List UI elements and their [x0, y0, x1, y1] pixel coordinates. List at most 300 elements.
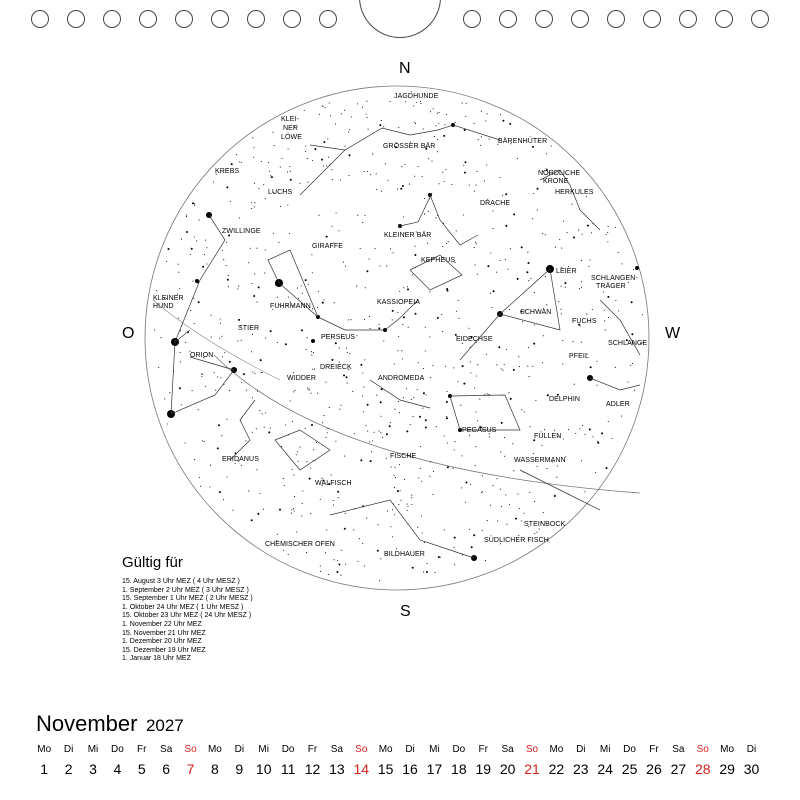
star	[194, 203, 195, 204]
star	[323, 141, 325, 143]
constellation-label: LUCHS	[268, 189, 293, 196]
star	[484, 181, 485, 182]
weekday-label: Mi	[599, 744, 611, 755]
star	[446, 243, 447, 244]
star	[248, 490, 249, 491]
star	[306, 552, 307, 553]
bright-star	[195, 279, 199, 283]
star	[402, 324, 403, 325]
star	[329, 407, 330, 408]
star	[339, 409, 340, 410]
star	[257, 391, 258, 392]
star	[284, 485, 285, 486]
star	[496, 364, 497, 365]
star	[418, 477, 419, 478]
star	[555, 495, 556, 496]
star	[352, 391, 353, 392]
star	[351, 319, 352, 320]
star	[557, 465, 558, 466]
star	[366, 113, 367, 114]
star	[478, 139, 479, 140]
star	[534, 533, 535, 534]
star	[502, 120, 504, 122]
star	[371, 451, 372, 452]
star	[487, 520, 488, 521]
calendar-day	[130, 744, 154, 777]
star	[422, 532, 423, 533]
star	[607, 232, 608, 233]
calendar-grid	[32, 744, 780, 777]
star	[398, 401, 399, 402]
star	[473, 534, 475, 536]
star	[413, 397, 414, 398]
star	[377, 524, 378, 525]
constellation-label: ZWILLINGE	[222, 228, 261, 235]
star	[168, 248, 170, 250]
constellation-label: EIDECHSE	[456, 336, 493, 343]
star	[534, 324, 535, 325]
star	[519, 366, 520, 367]
star	[326, 529, 327, 530]
star	[394, 514, 395, 515]
star	[289, 166, 290, 167]
star	[354, 433, 355, 434]
star	[241, 465, 242, 466]
weekday-label: Mi	[87, 744, 99, 755]
star	[407, 504, 408, 505]
star	[277, 342, 278, 343]
day-number: 16	[402, 761, 418, 777]
star	[309, 478, 311, 480]
star	[394, 475, 395, 476]
star	[561, 286, 562, 287]
star	[345, 266, 346, 267]
star	[446, 416, 447, 417]
star	[393, 252, 394, 253]
star	[486, 164, 487, 165]
star	[470, 484, 471, 485]
star	[290, 400, 291, 401]
star	[229, 390, 230, 391]
star	[368, 129, 369, 130]
ecliptic-line	[214, 355, 640, 493]
star	[597, 441, 598, 442]
star	[271, 176, 273, 178]
star	[438, 556, 440, 558]
star	[291, 509, 292, 510]
star	[365, 287, 366, 288]
star	[380, 432, 381, 433]
star	[389, 425, 391, 427]
weekday-label: Fr	[307, 744, 318, 755]
star	[413, 105, 414, 106]
star	[615, 227, 616, 228]
star	[300, 447, 301, 448]
star	[592, 436, 593, 437]
star	[544, 429, 545, 430]
star	[336, 212, 337, 213]
star	[407, 510, 408, 511]
star	[482, 530, 483, 531]
star	[259, 410, 260, 411]
day-number: 25	[621, 761, 638, 777]
weekday-label: So	[355, 744, 368, 755]
star	[582, 425, 583, 426]
star	[378, 324, 379, 325]
star	[430, 461, 431, 462]
stars	[154, 91, 643, 581]
star	[427, 563, 428, 564]
star	[253, 147, 254, 148]
star	[313, 352, 314, 353]
star	[621, 416, 622, 417]
weekday-label: Sa	[330, 744, 343, 755]
star	[288, 148, 289, 149]
day-number: 14	[353, 761, 370, 777]
star	[432, 365, 433, 366]
star	[424, 542, 425, 543]
star	[254, 273, 255, 274]
star	[454, 547, 455, 548]
star	[486, 354, 487, 355]
star	[268, 431, 270, 433]
star	[336, 571, 338, 573]
star	[320, 571, 321, 572]
star	[308, 389, 309, 390]
star	[348, 132, 349, 133]
star	[567, 232, 568, 233]
star	[534, 292, 535, 293]
star	[181, 239, 182, 240]
star	[161, 337, 162, 338]
star	[596, 361, 597, 362]
star	[470, 361, 471, 362]
calendar-day	[666, 744, 690, 777]
star	[493, 228, 494, 229]
star	[296, 454, 297, 455]
star	[535, 400, 536, 401]
calendar-day	[32, 744, 56, 777]
constellation-label: NÖRDLICHE	[538, 170, 581, 177]
constellation-label: NER	[283, 125, 299, 132]
star	[568, 429, 569, 430]
constellation-label: PFEIL	[569, 353, 589, 360]
star	[435, 217, 436, 218]
constellation-label: ANDROMEDA	[378, 375, 425, 382]
star	[215, 390, 216, 391]
star	[454, 449, 455, 450]
star	[364, 319, 365, 320]
star	[527, 252, 528, 253]
star	[442, 246, 443, 247]
star	[243, 373, 245, 375]
star	[429, 476, 430, 477]
star	[443, 135, 445, 137]
star	[429, 291, 430, 292]
star	[438, 183, 439, 184]
star	[340, 179, 341, 180]
star	[517, 158, 518, 159]
star	[492, 211, 493, 212]
star	[537, 466, 538, 467]
star	[397, 189, 398, 190]
year: 2027	[145, 716, 184, 735]
star	[476, 243, 477, 244]
star	[571, 204, 572, 205]
calendar-day	[593, 744, 617, 777]
star	[528, 347, 529, 348]
star	[500, 489, 501, 490]
star	[379, 580, 380, 581]
star	[367, 431, 368, 432]
star	[178, 272, 179, 273]
star	[423, 571, 424, 572]
star	[508, 392, 509, 393]
star	[475, 185, 476, 186]
constellation-line	[520, 470, 600, 510]
star	[608, 226, 609, 227]
star	[356, 286, 357, 287]
star	[383, 126, 384, 127]
star	[437, 139, 438, 140]
star	[442, 331, 443, 332]
constellation-label: SÜDLICHER FISCH	[484, 537, 549, 544]
star	[491, 307, 492, 308]
star	[414, 246, 415, 247]
star	[463, 383, 465, 385]
star	[378, 327, 380, 329]
calendar-day	[56, 744, 80, 777]
star	[349, 353, 350, 354]
star	[481, 111, 482, 112]
constellation-label: KLEINER BÄR	[384, 232, 432, 239]
star	[399, 464, 400, 465]
star	[190, 310, 191, 311]
star	[532, 218, 533, 219]
star	[331, 474, 332, 475]
star	[237, 340, 238, 341]
star	[512, 443, 513, 444]
star	[447, 442, 448, 443]
star	[326, 236, 328, 238]
star	[416, 102, 417, 103]
star	[327, 138, 328, 139]
star	[527, 366, 528, 367]
star	[158, 367, 159, 368]
star	[343, 374, 345, 376]
constellation-label: SCHLANGE	[608, 340, 648, 347]
star	[278, 242, 279, 243]
star	[532, 366, 533, 367]
calendar-day	[154, 744, 178, 777]
star	[440, 557, 441, 558]
star	[402, 358, 403, 359]
star	[228, 275, 229, 276]
calendar-day	[569, 744, 593, 777]
star	[398, 504, 399, 505]
star	[528, 262, 530, 264]
star	[302, 293, 303, 294]
star	[446, 401, 448, 403]
star	[477, 171, 478, 172]
weekday-label: Mo	[207, 744, 222, 755]
calendar-day	[252, 744, 276, 777]
constellation-label: KREBS	[215, 168, 240, 175]
star	[347, 383, 348, 384]
star	[251, 283, 252, 284]
star	[370, 460, 372, 462]
star	[434, 136, 435, 137]
star	[204, 254, 205, 255]
star	[257, 302, 258, 303]
constellation-label: KLEI-	[281, 116, 300, 123]
star	[513, 470, 514, 471]
star	[205, 240, 206, 241]
constellation-label: WIDDER	[287, 375, 316, 382]
star	[353, 529, 354, 530]
star	[466, 482, 468, 484]
star	[466, 103, 467, 104]
star	[561, 313, 562, 314]
star	[345, 564, 346, 565]
star	[437, 317, 439, 319]
star	[309, 390, 310, 391]
star	[164, 398, 165, 399]
star	[273, 233, 274, 234]
star	[586, 196, 587, 197]
star	[496, 272, 497, 273]
star	[154, 329, 155, 330]
weekday-label: Mi	[258, 744, 269, 755]
star	[362, 543, 363, 544]
star	[394, 363, 395, 364]
weekday-label: Fr	[649, 744, 659, 755]
weekday-label: Do	[281, 744, 295, 755]
star	[477, 420, 478, 421]
star	[218, 424, 220, 426]
star	[394, 487, 395, 488]
star	[401, 500, 402, 501]
star	[454, 537, 456, 539]
bright-star	[635, 266, 639, 270]
star	[573, 341, 574, 342]
star	[372, 440, 373, 441]
star	[559, 239, 560, 240]
star	[339, 347, 340, 348]
star	[562, 364, 563, 365]
star	[254, 202, 255, 203]
star	[325, 437, 326, 438]
star	[470, 372, 471, 373]
day-number: 12	[304, 761, 321, 777]
star	[219, 491, 221, 493]
star	[581, 342, 582, 343]
star	[615, 367, 616, 368]
star	[427, 243, 428, 244]
star	[167, 423, 168, 424]
star	[238, 319, 240, 321]
weekday-label: Sa	[160, 744, 173, 755]
star	[573, 236, 575, 238]
star	[308, 284, 309, 285]
star	[469, 185, 470, 186]
constellation-line	[400, 193, 432, 226]
star	[328, 157, 329, 158]
star	[378, 431, 379, 432]
star	[401, 350, 402, 351]
weekday-label: Di	[746, 744, 757, 755]
east-label: O	[122, 325, 135, 342]
star	[365, 425, 366, 426]
weekday-label: Fr	[478, 744, 488, 755]
star	[192, 202, 194, 204]
weekday-label: Di	[234, 744, 245, 755]
star	[504, 437, 505, 438]
star	[251, 519, 253, 521]
star	[444, 124, 445, 125]
star	[391, 466, 392, 467]
star	[379, 124, 381, 126]
star	[604, 310, 605, 311]
star	[223, 499, 224, 500]
star	[536, 532, 537, 533]
star	[390, 248, 391, 249]
star	[493, 290, 495, 292]
star	[423, 392, 425, 394]
star	[463, 214, 464, 215]
star	[444, 181, 445, 182]
star	[302, 503, 303, 504]
star	[367, 171, 368, 172]
calendar-day	[495, 744, 519, 777]
star	[426, 571, 428, 573]
star	[248, 262, 249, 263]
star	[310, 513, 311, 514]
star	[424, 198, 425, 199]
star	[436, 125, 437, 126]
star	[344, 456, 345, 457]
star	[463, 165, 464, 166]
star	[283, 550, 284, 551]
star	[292, 469, 293, 470]
star	[192, 390, 193, 391]
star	[333, 500, 334, 501]
weekday-label: Sa	[672, 744, 685, 755]
star	[219, 338, 220, 339]
star	[481, 492, 482, 493]
star	[433, 108, 434, 109]
star	[198, 409, 199, 410]
calendar-day	[642, 744, 666, 777]
star	[364, 565, 365, 566]
constellation-label: TRÄGER	[596, 283, 626, 290]
star	[226, 242, 227, 243]
star	[529, 492, 530, 493]
star	[462, 343, 463, 344]
star	[380, 416, 381, 417]
constellation-line	[171, 330, 234, 414]
day-number: 4	[113, 761, 122, 777]
star	[423, 368, 424, 369]
star	[357, 215, 358, 216]
star	[312, 272, 313, 273]
constellation-label: HERKULES	[555, 189, 594, 196]
star	[297, 288, 298, 289]
west-label: W	[665, 325, 681, 342]
day-number: 17	[426, 761, 443, 777]
star	[332, 179, 333, 180]
star	[438, 123, 439, 124]
